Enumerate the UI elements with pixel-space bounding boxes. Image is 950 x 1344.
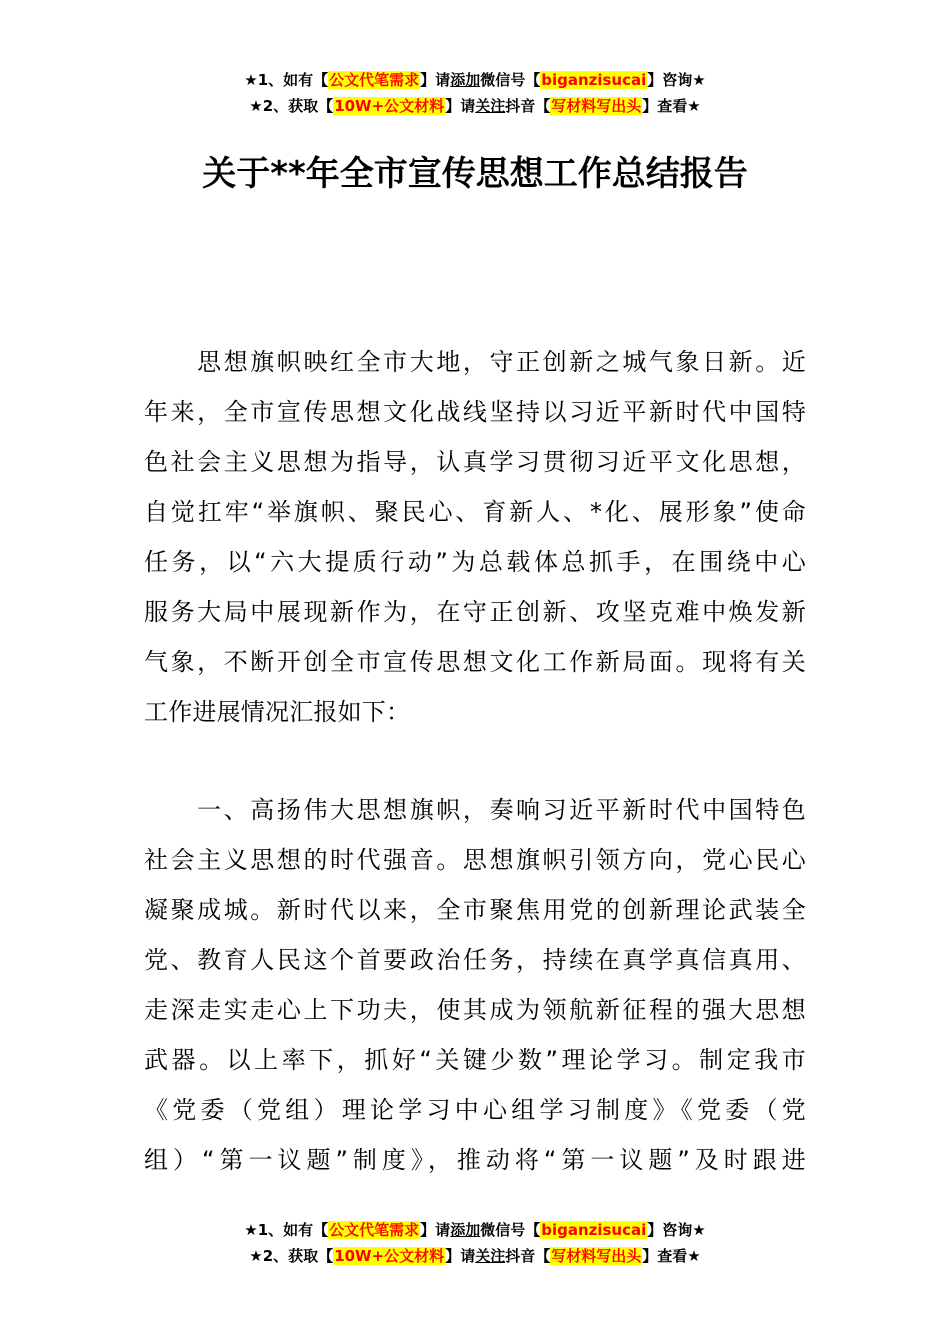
banner-text: 】查看★: [642, 97, 701, 115]
banner-text: ★1、如有【: [244, 71, 329, 89]
paragraph-line: 思想旗帜映红全市大地，守正创新之城气象日新。近: [144, 348, 806, 376]
banner-highlight: 公文代笔需求: [329, 71, 420, 89]
paragraph-line: 工作进展情况汇报如下：: [144, 698, 411, 726]
banner-line-2: [0, 93, 950, 119]
paragraph-1: [144, 337, 806, 737]
paragraph-2: [144, 785, 806, 1185]
banner-text: 】咨询★: [647, 1221, 706, 1239]
banner-text: 抖音【: [505, 97, 551, 115]
paragraph-line: 色社会主义思想为指导，认真学习贯彻习近平文化思想，: [144, 448, 806, 476]
banner-underline: 关注: [475, 1247, 506, 1265]
paragraph-line: 走深走实走心上下功夫，使其成为领航新征程的强大思想: [144, 996, 806, 1024]
banner-underline: 添加: [450, 1221, 481, 1239]
banner-text: 】查看★: [642, 1247, 701, 1265]
banner-underline: 关注: [475, 97, 506, 115]
banner-underline: 添加: [450, 71, 481, 89]
banner-text: 】请: [445, 1247, 476, 1265]
document-title: 关于**年全市宣传思想工作总结报告: [202, 154, 748, 194]
banner-text: 】请: [420, 71, 451, 89]
header-banner: [0, 67, 950, 119]
paragraph-line: 一、高扬伟大思想旗帜，奏响习近平新时代中国特色: [144, 796, 806, 824]
paragraph-line: 自觉扛牢“举旗帜、聚民心、育新人、*化、展形象”使命: [144, 498, 806, 526]
paragraph-line: 服务大局中展现新作为，在守正创新、攻坚克难中焕发新: [144, 598, 806, 626]
banner-highlight: 10W+公文材料: [334, 1247, 445, 1265]
paragraph-line: 社会主义思想的时代强音。思想旗帜引领方向，党心民心: [144, 846, 806, 874]
banner-highlight: 公文代笔需求: [329, 1221, 420, 1239]
banner-text: 】请: [420, 1221, 451, 1239]
paragraph-line: 党、教育人民这个首要政治任务，持续在真学真信真用、: [144, 946, 806, 974]
banner-highlight: biganzisucai: [541, 71, 647, 89]
banner-highlight: biganzisucai: [541, 1221, 647, 1239]
banner-line-1: [0, 1217, 950, 1243]
banner-highlight: 写材料写出头: [551, 97, 642, 115]
banner-text: ★1、如有【: [244, 1221, 329, 1239]
banner-text: 微信号【: [480, 71, 541, 89]
banner-highlight: 10W+公文材料: [334, 97, 445, 115]
banner-text: 】请: [445, 97, 476, 115]
paragraph-line: 年来，全市宣传思想文化战线坚持以习近平新时代中国特: [144, 398, 806, 426]
banner-text: ★2、获取【: [249, 97, 334, 115]
banner-line-2: [0, 1243, 950, 1269]
banner-text: 】咨询★: [647, 71, 706, 89]
banner-text: ★2、获取【: [249, 1247, 334, 1265]
banner-highlight: 写材料写出头: [551, 1247, 642, 1265]
paragraph-line: 《党委（党组）理论学习中心组学习制度》《党委（党: [144, 1096, 806, 1124]
paragraph-line: 武器。以上率下，抓好“关键少数”理论学习。制定我市: [144, 1046, 806, 1074]
footer-banner: [0, 1217, 950, 1269]
banner-text: 抖音【: [505, 1247, 551, 1265]
paragraph-line: 组）“第一议题”制度》，推动将“第一议题”及时跟进: [144, 1146, 806, 1174]
paragraph-line: 任务，以“六大提质行动”为总载体总抓手，在围绕中心: [144, 548, 806, 576]
banner-text: 微信号【: [480, 1221, 541, 1239]
banner-line-1: [0, 67, 950, 93]
paragraph-line: 气象，不断开创全市宣传思想文化工作新局面。现将有关: [144, 648, 806, 676]
paragraph-line: 凝聚成城。新时代以来，全市聚焦用党的创新理论武装全: [144, 896, 806, 924]
